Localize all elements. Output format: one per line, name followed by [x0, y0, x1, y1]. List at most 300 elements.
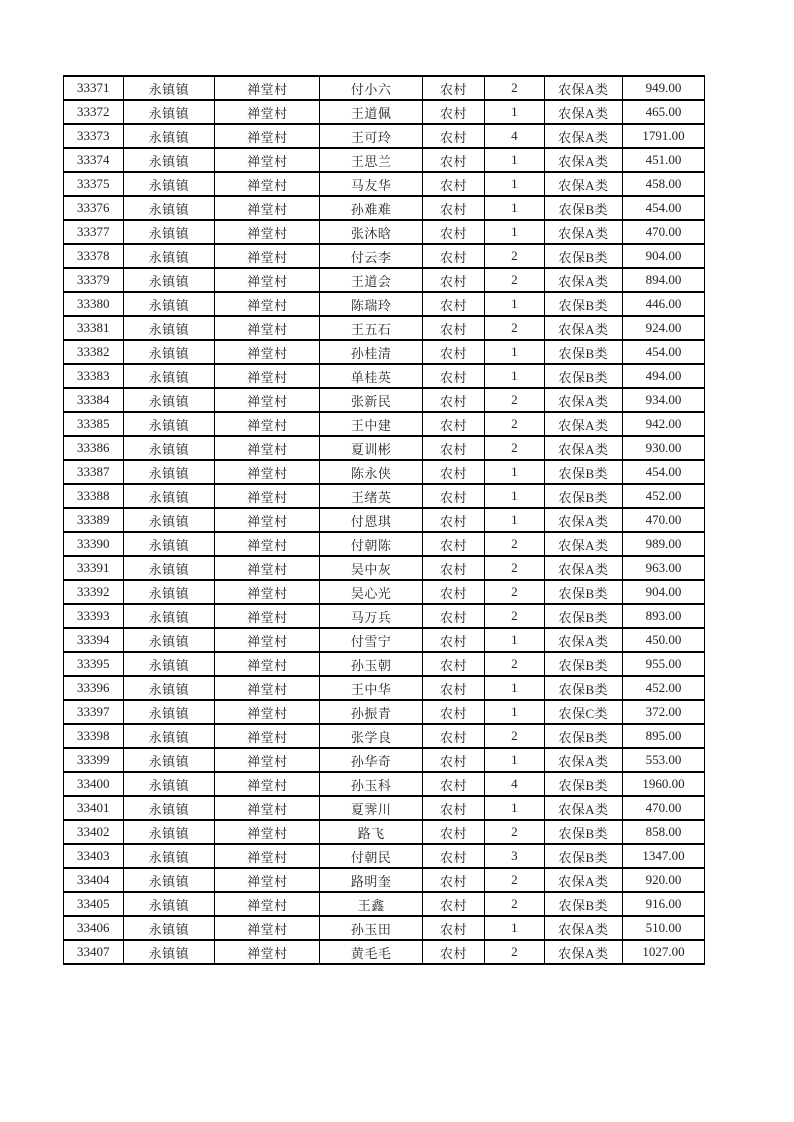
cell-person-name: 张沐晗 [320, 220, 423, 244]
table-row [64, 748, 705, 772]
cell-person-count: 1 [485, 484, 545, 508]
cell-residence-type: 农村 [422, 460, 484, 484]
cell-residence-type: 农村 [422, 940, 484, 964]
table-row [64, 244, 705, 268]
cell-person-count: 2 [485, 892, 545, 916]
cell-amount: 949.00 [622, 76, 704, 100]
cell-record-id: 33393 [64, 604, 124, 628]
cell-person-name: 王道会 [320, 268, 423, 292]
cell-village: 禅堂村 [215, 292, 320, 316]
cell-town: 永镇镇 [123, 484, 215, 508]
table-row [64, 220, 705, 244]
cell-residence-type: 农村 [422, 556, 484, 580]
cell-record-id: 33371 [64, 76, 124, 100]
cell-residence-type: 农村 [422, 748, 484, 772]
cell-residence-type: 农村 [422, 316, 484, 340]
cell-amount: 1347.00 [622, 844, 704, 868]
cell-insurance-category: 农保A类 [544, 868, 622, 892]
cell-town: 永镇镇 [123, 532, 215, 556]
cell-insurance-category: 农保B类 [544, 604, 622, 628]
cell-record-id: 33372 [64, 100, 124, 124]
table-row [64, 124, 705, 148]
cell-person-count: 2 [485, 556, 545, 580]
cell-record-id: 33396 [64, 676, 124, 700]
cell-residence-type: 农村 [422, 268, 484, 292]
table-row [64, 196, 705, 220]
cell-insurance-category: 农保B类 [544, 892, 622, 916]
cell-town: 永镇镇 [123, 604, 215, 628]
cell-residence-type: 农村 [422, 124, 484, 148]
cell-person-name: 王五石 [320, 316, 423, 340]
cell-amount: 894.00 [622, 268, 704, 292]
table-body [64, 76, 705, 964]
cell-amount: 553.00 [622, 748, 704, 772]
cell-town: 永镇镇 [123, 820, 215, 844]
table-row [64, 436, 705, 460]
cell-town: 永镇镇 [123, 508, 215, 532]
cell-residence-type: 农村 [422, 772, 484, 796]
cell-town: 永镇镇 [123, 316, 215, 340]
cell-person-count: 4 [485, 772, 545, 796]
cell-amount: 893.00 [622, 604, 704, 628]
cell-person-name: 付雪宁 [320, 628, 423, 652]
cell-residence-type: 农村 [422, 436, 484, 460]
cell-insurance-category: 农保B类 [544, 484, 622, 508]
cell-town: 永镇镇 [123, 868, 215, 892]
cell-residence-type: 农村 [422, 580, 484, 604]
cell-record-id: 33378 [64, 244, 124, 268]
cell-village: 禅堂村 [215, 892, 320, 916]
table-row [64, 868, 705, 892]
cell-residence-type: 农村 [422, 724, 484, 748]
table-row [64, 628, 705, 652]
cell-record-id: 33390 [64, 532, 124, 556]
cell-person-name: 孙玉科 [320, 772, 423, 796]
table-row [64, 484, 705, 508]
cell-record-id: 33397 [64, 700, 124, 724]
cell-village: 禅堂村 [215, 628, 320, 652]
cell-town: 永镇镇 [123, 268, 215, 292]
cell-amount: 450.00 [622, 628, 704, 652]
cell-amount: 904.00 [622, 580, 704, 604]
cell-town: 永镇镇 [123, 628, 215, 652]
cell-insurance-category: 农保B类 [544, 292, 622, 316]
cell-record-id: 33407 [64, 940, 124, 964]
cell-village: 禅堂村 [215, 844, 320, 868]
cell-village: 禅堂村 [215, 820, 320, 844]
cell-village: 禅堂村 [215, 76, 320, 100]
cell-person-count: 1 [485, 796, 545, 820]
cell-person-name: 陈永侠 [320, 460, 423, 484]
cell-amount: 955.00 [622, 652, 704, 676]
cell-person-name: 夏霁川 [320, 796, 423, 820]
cell-residence-type: 农村 [422, 172, 484, 196]
cell-record-id: 33377 [64, 220, 124, 244]
cell-person-count: 2 [485, 268, 545, 292]
cell-person-count: 1 [485, 292, 545, 316]
cell-person-name: 孙振青 [320, 700, 423, 724]
cell-person-count: 2 [485, 76, 545, 100]
cell-residence-type: 农村 [422, 796, 484, 820]
cell-person-name: 王中华 [320, 676, 423, 700]
cell-person-name: 马友华 [320, 172, 423, 196]
cell-amount: 454.00 [622, 196, 704, 220]
cell-residence-type: 农村 [422, 220, 484, 244]
cell-person-count: 1 [485, 508, 545, 532]
cell-person-count: 2 [485, 580, 545, 604]
cell-village: 禅堂村 [215, 652, 320, 676]
cell-residence-type: 农村 [422, 292, 484, 316]
table-row [64, 676, 705, 700]
cell-person-count: 2 [485, 316, 545, 340]
cell-village: 禅堂村 [215, 244, 320, 268]
cell-village: 禅堂村 [215, 772, 320, 796]
cell-village: 禅堂村 [215, 580, 320, 604]
cell-person-name: 路明奎 [320, 868, 423, 892]
cell-insurance-category: 农保A类 [544, 172, 622, 196]
cell-record-id: 33384 [64, 388, 124, 412]
cell-residence-type: 农村 [422, 604, 484, 628]
cell-insurance-category: 农保B类 [544, 364, 622, 388]
cell-amount: 510.00 [622, 916, 704, 940]
table-row [64, 508, 705, 532]
cell-amount: 942.00 [622, 412, 704, 436]
cell-insurance-category: 农保A类 [544, 508, 622, 532]
cell-person-name: 陈瑞玲 [320, 292, 423, 316]
table-row [64, 580, 705, 604]
cell-residence-type: 农村 [422, 100, 484, 124]
cell-amount: 934.00 [622, 388, 704, 412]
cell-record-id: 33392 [64, 580, 124, 604]
cell-town: 永镇镇 [123, 748, 215, 772]
cell-amount: 458.00 [622, 172, 704, 196]
cell-town: 永镇镇 [123, 556, 215, 580]
cell-record-id: 33391 [64, 556, 124, 580]
cell-village: 禅堂村 [215, 676, 320, 700]
cell-insurance-category: 农保B类 [544, 340, 622, 364]
cell-insurance-category: 农保B类 [544, 460, 622, 484]
cell-residence-type: 农村 [422, 532, 484, 556]
cell-village: 禅堂村 [215, 748, 320, 772]
table-row [64, 148, 705, 172]
cell-person-count: 2 [485, 532, 545, 556]
cell-person-count: 2 [485, 652, 545, 676]
cell-record-id: 33380 [64, 292, 124, 316]
cell-amount: 470.00 [622, 220, 704, 244]
cell-insurance-category: 农保A类 [544, 100, 622, 124]
cell-town: 永镇镇 [123, 100, 215, 124]
cell-insurance-category: 农保A类 [544, 940, 622, 964]
cell-record-id: 33374 [64, 148, 124, 172]
table-row [64, 340, 705, 364]
cell-town: 永镇镇 [123, 244, 215, 268]
table-row [64, 820, 705, 844]
cell-amount: 452.00 [622, 484, 704, 508]
cell-person-name: 张学良 [320, 724, 423, 748]
cell-person-name: 王中建 [320, 412, 423, 436]
cell-record-id: 33405 [64, 892, 124, 916]
table-row [64, 652, 705, 676]
cell-person-count: 2 [485, 244, 545, 268]
cell-village: 禅堂村 [215, 724, 320, 748]
cell-residence-type: 农村 [422, 700, 484, 724]
table-row [64, 772, 705, 796]
cell-residence-type: 农村 [422, 820, 484, 844]
cell-residence-type: 农村 [422, 388, 484, 412]
cell-insurance-category: 农保A类 [544, 628, 622, 652]
cell-insurance-category: 农保A类 [544, 388, 622, 412]
cell-residence-type: 农村 [422, 628, 484, 652]
cell-record-id: 33373 [64, 124, 124, 148]
cell-person-name: 夏训彬 [320, 436, 423, 460]
cell-village: 禅堂村 [215, 532, 320, 556]
cell-amount: 1960.00 [622, 772, 704, 796]
cell-record-id: 33386 [64, 436, 124, 460]
cell-amount: 470.00 [622, 796, 704, 820]
cell-residence-type: 农村 [422, 148, 484, 172]
cell-village: 禅堂村 [215, 268, 320, 292]
cell-town: 永镇镇 [123, 460, 215, 484]
cell-residence-type: 农村 [422, 244, 484, 268]
cell-person-name: 王鑫 [320, 892, 423, 916]
cell-town: 永镇镇 [123, 220, 215, 244]
cell-residence-type: 农村 [422, 892, 484, 916]
cell-town: 永镇镇 [123, 676, 215, 700]
cell-record-id: 33385 [64, 412, 124, 436]
cell-residence-type: 农村 [422, 340, 484, 364]
cell-record-id: 33383 [64, 364, 124, 388]
cell-town: 永镇镇 [123, 436, 215, 460]
cell-village: 禅堂村 [215, 508, 320, 532]
cell-record-id: 33404 [64, 868, 124, 892]
cell-person-count: 1 [485, 148, 545, 172]
cell-village: 禅堂村 [215, 316, 320, 340]
cell-person-count: 4 [485, 124, 545, 148]
cell-town: 永镇镇 [123, 124, 215, 148]
cell-person-name: 黄毛毛 [320, 940, 423, 964]
cell-record-id: 33398 [64, 724, 124, 748]
cell-village: 禅堂村 [215, 436, 320, 460]
cell-residence-type: 农村 [422, 844, 484, 868]
cell-person-count: 1 [485, 700, 545, 724]
cell-residence-type: 农村 [422, 676, 484, 700]
cell-amount: 454.00 [622, 340, 704, 364]
cell-insurance-category: 农保B类 [544, 724, 622, 748]
cell-residence-type: 农村 [422, 484, 484, 508]
cell-amount: 1791.00 [622, 124, 704, 148]
table-row [64, 724, 705, 748]
cell-record-id: 33406 [64, 916, 124, 940]
cell-record-id: 33375 [64, 172, 124, 196]
cell-town: 永镇镇 [123, 772, 215, 796]
cell-person-name: 马万兵 [320, 604, 423, 628]
cell-amount: 1027.00 [622, 940, 704, 964]
cell-person-name: 路飞 [320, 820, 423, 844]
table-row [64, 316, 705, 340]
cell-insurance-category: 农保B类 [544, 772, 622, 796]
cell-record-id: 33394 [64, 628, 124, 652]
cell-amount: 916.00 [622, 892, 704, 916]
cell-village: 禅堂村 [215, 412, 320, 436]
cell-insurance-category: 农保A类 [544, 412, 622, 436]
cell-record-id: 33400 [64, 772, 124, 796]
cell-insurance-category: 农保B类 [544, 652, 622, 676]
cell-village: 禅堂村 [215, 460, 320, 484]
cell-village: 禅堂村 [215, 100, 320, 124]
cell-person-count: 1 [485, 916, 545, 940]
cell-residence-type: 农村 [422, 916, 484, 940]
cell-person-name: 吴中灰 [320, 556, 423, 580]
cell-record-id: 33403 [64, 844, 124, 868]
table-row [64, 364, 705, 388]
cell-person-count: 1 [485, 460, 545, 484]
cell-person-count: 1 [485, 340, 545, 364]
cell-village: 禅堂村 [215, 700, 320, 724]
table-row [64, 844, 705, 868]
cell-town: 永镇镇 [123, 940, 215, 964]
benefit-table [63, 75, 705, 965]
cell-person-name: 张新民 [320, 388, 423, 412]
table-row [64, 100, 705, 124]
cell-amount: 930.00 [622, 436, 704, 460]
cell-town: 永镇镇 [123, 892, 215, 916]
cell-person-count: 2 [485, 436, 545, 460]
cell-insurance-category: 农保B类 [544, 676, 622, 700]
cell-person-name: 王道佩 [320, 100, 423, 124]
table-row [64, 268, 705, 292]
cell-town: 永镇镇 [123, 172, 215, 196]
cell-town: 永镇镇 [123, 364, 215, 388]
cell-person-count: 1 [485, 220, 545, 244]
cell-town: 永镇镇 [123, 148, 215, 172]
cell-town: 永镇镇 [123, 388, 215, 412]
cell-record-id: 33388 [64, 484, 124, 508]
cell-town: 永镇镇 [123, 796, 215, 820]
cell-village: 禅堂村 [215, 556, 320, 580]
cell-amount: 446.00 [622, 292, 704, 316]
cell-person-count: 1 [485, 100, 545, 124]
cell-residence-type: 农村 [422, 196, 484, 220]
table-row [64, 604, 705, 628]
cell-town: 永镇镇 [123, 580, 215, 604]
cell-person-name: 付小六 [320, 76, 423, 100]
cell-record-id: 33376 [64, 196, 124, 220]
cell-town: 永镇镇 [123, 724, 215, 748]
cell-village: 禅堂村 [215, 340, 320, 364]
cell-residence-type: 农村 [422, 652, 484, 676]
cell-town: 永镇镇 [123, 76, 215, 100]
cell-village: 禅堂村 [215, 940, 320, 964]
cell-person-count: 1 [485, 172, 545, 196]
cell-record-id: 33399 [64, 748, 124, 772]
table-row [64, 940, 705, 964]
cell-insurance-category: 农保A类 [544, 748, 622, 772]
cell-person-name: 付朝陈 [320, 532, 423, 556]
cell-town: 永镇镇 [123, 916, 215, 940]
cell-village: 禅堂村 [215, 604, 320, 628]
table-row [64, 460, 705, 484]
cell-town: 永镇镇 [123, 844, 215, 868]
cell-person-count: 1 [485, 364, 545, 388]
cell-person-count: 2 [485, 412, 545, 436]
cell-person-count: 2 [485, 820, 545, 844]
cell-insurance-category: 农保A类 [544, 148, 622, 172]
cell-person-name: 王绪英 [320, 484, 423, 508]
cell-amount: 924.00 [622, 316, 704, 340]
cell-town: 永镇镇 [123, 340, 215, 364]
cell-amount: 895.00 [622, 724, 704, 748]
table-row [64, 796, 705, 820]
cell-amount: 470.00 [622, 508, 704, 532]
cell-town: 永镇镇 [123, 292, 215, 316]
cell-residence-type: 农村 [422, 76, 484, 100]
cell-record-id: 33401 [64, 796, 124, 820]
cell-person-count: 2 [485, 388, 545, 412]
cell-amount: 494.00 [622, 364, 704, 388]
table-row [64, 556, 705, 580]
cell-insurance-category: 农保A类 [544, 436, 622, 460]
cell-record-id: 33381 [64, 316, 124, 340]
cell-insurance-category: 农保B类 [544, 196, 622, 220]
cell-insurance-category: 农保A类 [544, 556, 622, 580]
cell-village: 禅堂村 [215, 220, 320, 244]
table-row [64, 892, 705, 916]
cell-person-count: 1 [485, 676, 545, 700]
cell-insurance-category: 农保A类 [544, 220, 622, 244]
cell-village: 禅堂村 [215, 364, 320, 388]
cell-amount: 372.00 [622, 700, 704, 724]
cell-person-count: 1 [485, 748, 545, 772]
cell-residence-type: 农村 [422, 412, 484, 436]
cell-village: 禅堂村 [215, 172, 320, 196]
cell-person-count: 2 [485, 940, 545, 964]
cell-person-count: 2 [485, 868, 545, 892]
cell-amount: 465.00 [622, 100, 704, 124]
cell-amount: 452.00 [622, 676, 704, 700]
cell-village: 禅堂村 [215, 796, 320, 820]
cell-person-name: 孙华奇 [320, 748, 423, 772]
cell-person-name: 付云李 [320, 244, 423, 268]
cell-person-name: 付朝民 [320, 844, 423, 868]
cell-village: 禅堂村 [215, 484, 320, 508]
cell-village: 禅堂村 [215, 388, 320, 412]
cell-insurance-category: 农保A类 [544, 796, 622, 820]
cell-person-name: 王可玲 [320, 124, 423, 148]
table-row [64, 172, 705, 196]
cell-person-name: 王思兰 [320, 148, 423, 172]
cell-insurance-category: 农保B类 [544, 244, 622, 268]
cell-amount: 963.00 [622, 556, 704, 580]
cell-person-count: 3 [485, 844, 545, 868]
cell-person-count: 1 [485, 196, 545, 220]
cell-insurance-category: 农保A类 [544, 76, 622, 100]
cell-residence-type: 农村 [422, 868, 484, 892]
table-row [64, 412, 705, 436]
cell-village: 禅堂村 [215, 148, 320, 172]
cell-village: 禅堂村 [215, 196, 320, 220]
cell-person-count: 2 [485, 724, 545, 748]
cell-town: 永镇镇 [123, 412, 215, 436]
cell-village: 禅堂村 [215, 916, 320, 940]
cell-town: 永镇镇 [123, 196, 215, 220]
cell-insurance-category: 农保B类 [544, 580, 622, 604]
cell-person-name: 孙玉田 [320, 916, 423, 940]
table-row [64, 388, 705, 412]
cell-record-id: 33402 [64, 820, 124, 844]
cell-insurance-category: 农保A类 [544, 268, 622, 292]
table-row [64, 76, 705, 100]
cell-record-id: 33382 [64, 340, 124, 364]
